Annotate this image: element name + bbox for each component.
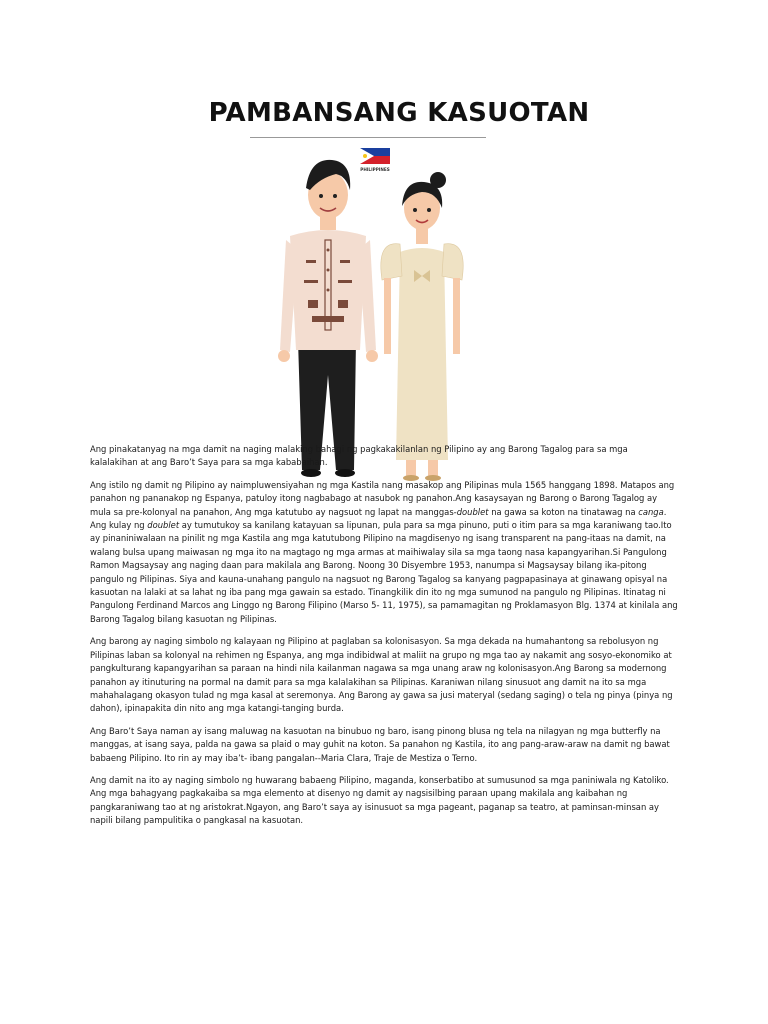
paragraph-4 bbox=[90, 725, 678, 765]
woman-in-terno-figure bbox=[381, 172, 463, 481]
text-segment: na gawa sa koton na tinatawag na bbox=[488, 506, 639, 517]
text-segment: ay tumutukoy sa kanilang katayuan sa lipunan, pula para sa mga pinuno, puti o itim para sa mga karaniwang tao.Ito ay pinaniniwalaan na pinilit ng mga Kastila ang mga katutubong Pilipino na magdisenyo ng isang transparent na pang-itaas na damit, na walang bulsa upang maiwasan ng mga ito na magtago ng mga armas at maihiwalay sila sa mga taong nasa kapangyarihan.Si Pangulong Ramon Magsaysay ang naging daan para makilala ang Barong. Noong 30 Disyembre 1953, nanumpa si Magsaysay bilang ika-pitong pangulo ng Pilipinas. Siya and kauna-unahang pangulo na nagsuot ng Barong Tagalog sa kanyang pagpapasinaya at ginawang opisyal na kasuotan na lalaki at sa lahat ng iba pang mga gawain sa estado. Tinangkilik din ito ng mga sumunod na pangulo ng Pilipinas. Itinatag ni Pangulong Ferdinand Marcos ang Linggo ng Barong Filipino (Marso 5- 11, 1975), sa pamamagitan ng Proklamasyon Blg. 1374 at kinilala ang Barong Tagalog bilang kasuotan ng Pilipinas. bbox=[90, 520, 678, 624]
italic-term: doublet bbox=[147, 520, 180, 531]
italic-term: doublet bbox=[456, 506, 489, 517]
article-body bbox=[90, 443, 678, 837]
paragraph-5 bbox=[90, 774, 678, 828]
paragraph-1 bbox=[90, 443, 678, 470]
text-segment: Ang Baro’t Saya naman ay isang maluwag na kasuotan na binubuo ng baro, isang pinong blusa ng tela na nilagyan ng mga butterfly na manggas, at isang saya, palda na gawa sa plaid o may guhit na koton. Sa panahon ng Kastila, ito ang pang-araw-araw na damit ng bawat babaeng Pilipino. Ito rin ay may iba’t- ibang pangalan--Maria Clara, Traje de Mestiza o Terno. bbox=[90, 725, 670, 763]
text-segment: Ang barong ay naging simbolo ng kalayaan ng Pilipino at paglaban sa kolonisasyon. Sa mga dekada na humahantong sa rebolusyon ng Pilipinas laban sa kolonyal na rehimen ng Espanya, ang mga indibidwal at maliit na grupo ng mga tao ay nakamit ang sosyo-ekonomiko at pangkulturang kapangyarihan sa paraan na hindi nila kailanman nagawa sa mga unang araw ng kolonisasyon.Ang Barong sa modernong panahon ay itinuturing na pormal na damit para sa mga kalalakihan sa Pilipinas. Karaniwan nilang sinusuot ang damit na ito sa mga mahahalagang okasyon tulad ng mga kasal at seremonya. Ang Barong ay gawa sa jusi materyal (sedang saging) o tela ng pinya (pinya ng dahon), ipinapakita din nito ang mga katangi-tanging burda. bbox=[90, 636, 673, 714]
flag-caption: PHILIPPINES bbox=[360, 167, 390, 172]
text-segment: Ang damit na ito ay naging simbolo ng huwarang babaeng Pilipino, maganda, konserbatibo at sumusunod sa mga paniniwala ng Katoliko. Ang mga bahagyang pagkakaiba sa mga elemento at disenyo ng damit ay nagsisilbing paraan upang makilala ang kaibahan ng pangkaraniwang tao at ng aristokrat.Ngayon, ang Baro’t saya ay isinusuot sa mga pageant, paganap sa teatro, at paminsan-minsan ay napili bilang pampulitika o pangkasal na kasuotan. bbox=[90, 774, 669, 826]
text-segment: . Ang kulay ng bbox=[90, 506, 667, 531]
man-in-barong-figure bbox=[278, 160, 378, 477]
text-segment: Ang pinakatanyag na mga damit na naging malaking bahagi ng pagkakakilanlan ng Pilipino ay ang Barong Tagalog para sa mga kalalakihan at ang Baro’t Saya para sa mga kababaihan. bbox=[90, 444, 628, 468]
paragraph-2 bbox=[90, 479, 678, 626]
page-title: PAMBANSANG KASUOTAN bbox=[208, 98, 590, 128]
paragraph-3 bbox=[90, 635, 678, 715]
philippine-flag-icon bbox=[360, 148, 390, 172]
title-divider bbox=[250, 137, 486, 138]
italic-term: canga bbox=[638, 506, 664, 517]
text-segment: Ang istilo ng damit ng Pilipino ay naimpluwensiyahan ng mga Kastila nang masakop ang Pilipinas mula 1565 hanggang 1898. Matapos ang panahon ng pananakop ng Espanya, patuloy itong nagbabago at nasubok ng panahon.Ang kasaysayan ng Barong o Barong Tagalog ay mula sa pre-kolonyal na panahon, Ang mga katutubo ay nagsuot ng lapat na manggas- bbox=[90, 479, 675, 517]
